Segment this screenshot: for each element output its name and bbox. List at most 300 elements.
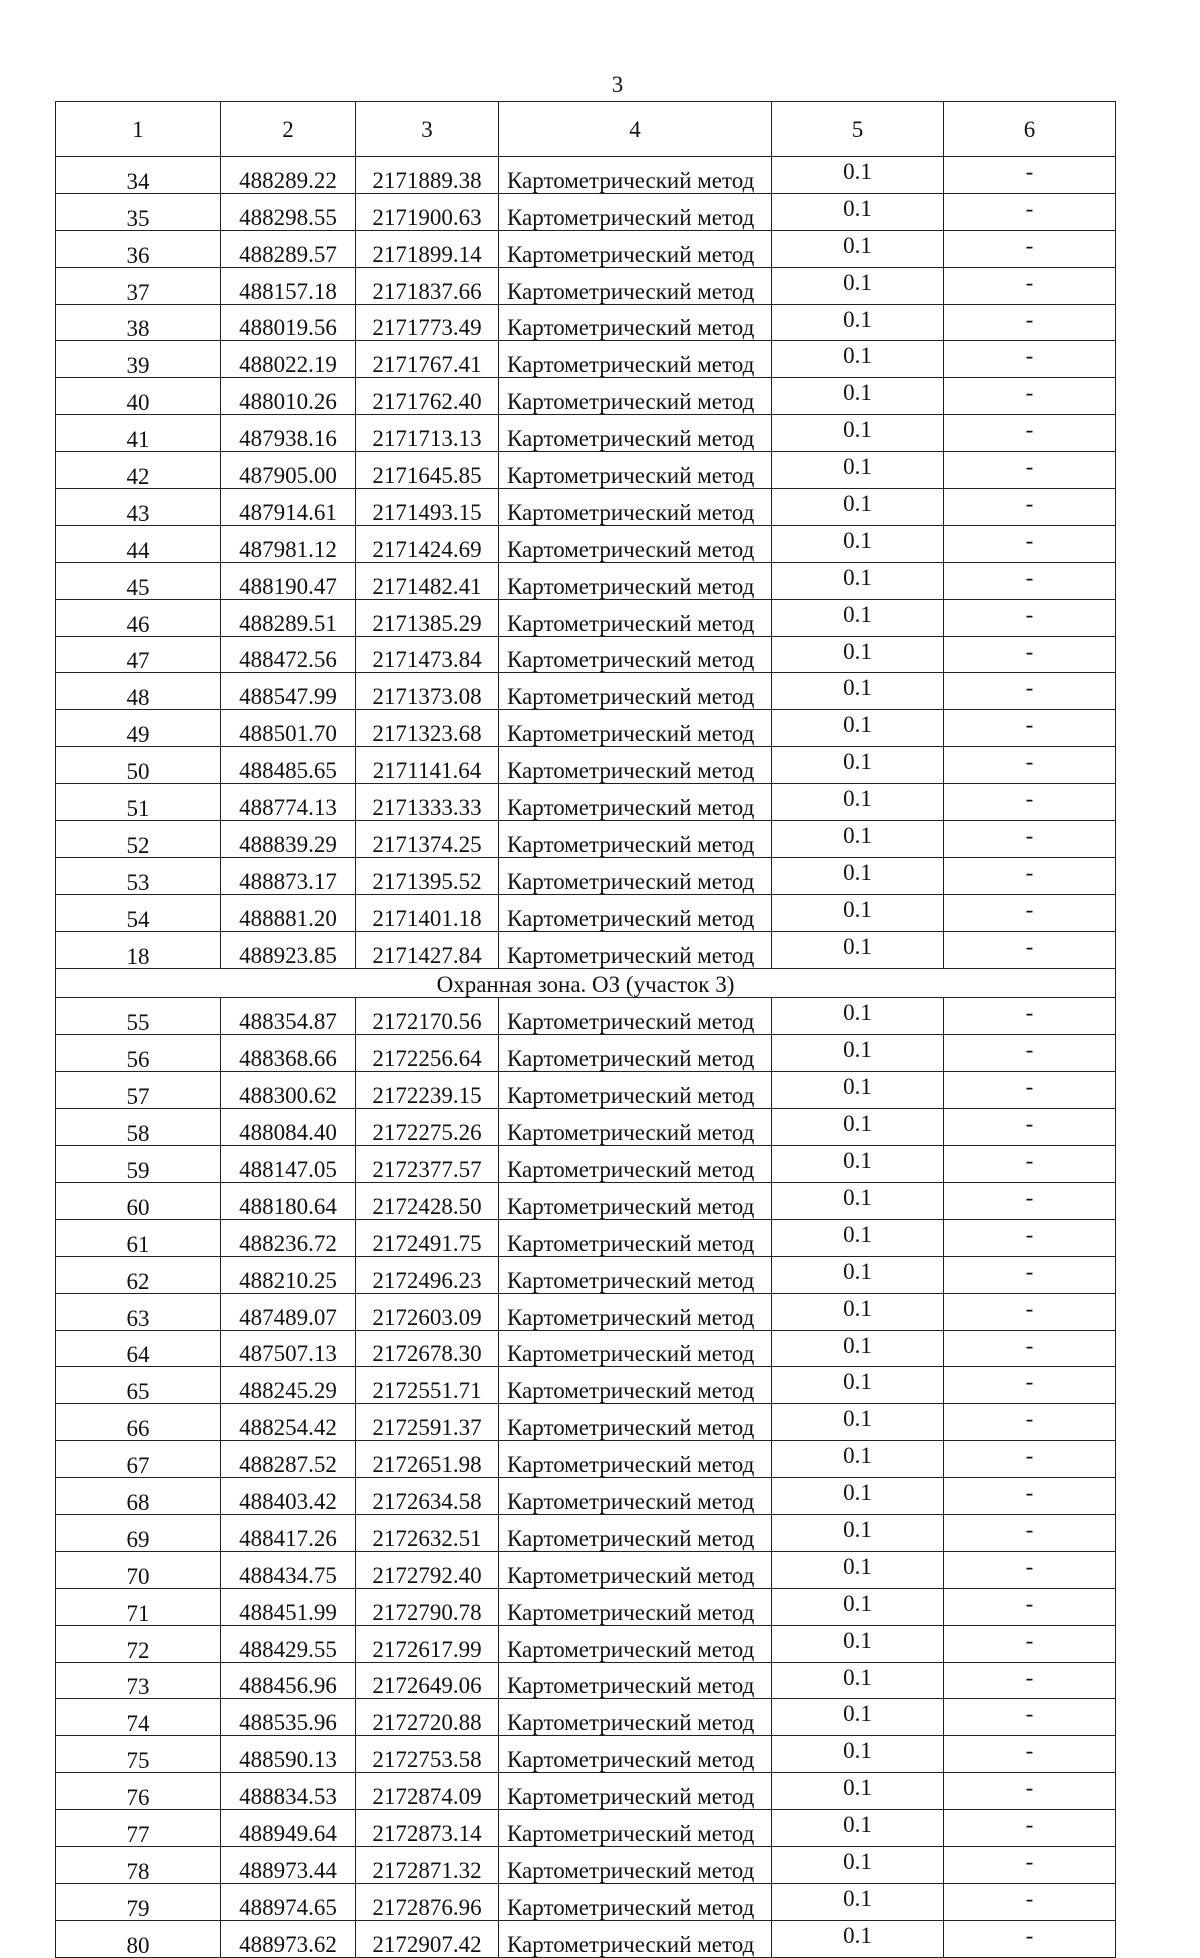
point-number-cell: 78: [56, 1846, 221, 1883]
y-coordinate-cell: 2171645.85: [356, 452, 499, 489]
accuracy-cell: 0.1: [772, 1625, 944, 1662]
note-cell: -: [944, 193, 1116, 230]
column-header-2: 2: [221, 102, 356, 157]
table-row: [56, 1883, 1116, 1920]
table-row: [56, 1072, 1116, 1109]
y-coordinate-cell: 2172491.75: [356, 1219, 499, 1256]
note-cell: -: [944, 599, 1116, 636]
accuracy-cell: 0.1: [772, 1478, 944, 1515]
point-number-cell: 42: [56, 452, 221, 489]
method-cell: Картометрический метод: [499, 1109, 772, 1146]
table-row: [56, 1146, 1116, 1183]
method-cell: Картометрический метод: [499, 1625, 772, 1662]
y-coordinate-cell: 2172907.42: [356, 1920, 499, 1957]
point-number-cell: 79: [56, 1883, 221, 1920]
method-cell: Картометрический метод: [499, 894, 772, 931]
point-number-cell: 39: [56, 341, 221, 378]
method-cell: Картометрический метод: [499, 857, 772, 894]
y-coordinate-cell: 2172871.32: [356, 1846, 499, 1883]
x-coordinate-cell: 487938.16: [221, 415, 356, 452]
accuracy-cell: 0.1: [772, 1846, 944, 1883]
x-coordinate-cell: 488289.57: [221, 230, 356, 267]
note-cell: -: [944, 857, 1116, 894]
accuracy-cell: 0.1: [772, 1773, 944, 1810]
note-cell: -: [944, 673, 1116, 710]
note-cell: -: [944, 1514, 1116, 1551]
table-row: [56, 525, 1116, 562]
section-row: [56, 968, 1116, 998]
accuracy-cell: 0.1: [772, 157, 944, 194]
point-number-cell: 52: [56, 821, 221, 858]
y-coordinate-cell: 2171713.13: [356, 415, 499, 452]
table-row: [56, 452, 1116, 489]
accuracy-cell: 0.1: [772, 1810, 944, 1847]
x-coordinate-cell: 488774.13: [221, 784, 356, 821]
table-body-part1: [56, 157, 1116, 969]
table-row: [56, 673, 1116, 710]
x-coordinate-cell: 488368.66: [221, 1035, 356, 1072]
x-coordinate-cell: 488210.25: [221, 1256, 356, 1293]
point-number-cell: 45: [56, 562, 221, 599]
table-row: [56, 1441, 1116, 1478]
point-number-cell: 53: [56, 857, 221, 894]
point-number-cell: 80: [56, 1920, 221, 1957]
x-coordinate-cell: 488289.51: [221, 599, 356, 636]
page-number: 3: [611, 72, 624, 97]
y-coordinate-cell: 2172256.64: [356, 1035, 499, 1072]
accuracy-cell: 0.1: [772, 1109, 944, 1146]
point-number-cell: 68: [56, 1478, 221, 1515]
accuracy-cell: 0.1: [772, 636, 944, 673]
table-row: [56, 1810, 1116, 1847]
method-cell: Картометрический метод: [499, 784, 772, 821]
note-cell: -: [944, 1441, 1116, 1478]
note-cell: -: [944, 710, 1116, 747]
y-coordinate-cell: 2172874.09: [356, 1773, 499, 1810]
point-number-cell: 51: [56, 784, 221, 821]
y-coordinate-cell: 2171141.64: [356, 747, 499, 784]
note-cell: -: [944, 1404, 1116, 1441]
note-cell: -: [944, 1146, 1116, 1183]
method-cell: Картометрический метод: [499, 562, 772, 599]
table-row: [56, 784, 1116, 821]
y-coordinate-cell: 2172632.51: [356, 1514, 499, 1551]
method-cell: Картометрический метод: [499, 1035, 772, 1072]
method-cell: Картометрический метод: [499, 747, 772, 784]
x-coordinate-cell: 488010.26: [221, 378, 356, 415]
x-coordinate-cell: 488881.20: [221, 894, 356, 931]
y-coordinate-cell: 2172170.56: [356, 998, 499, 1035]
y-coordinate-cell: 2171385.29: [356, 599, 499, 636]
y-coordinate-cell: 2172496.23: [356, 1256, 499, 1293]
point-number-cell: 75: [56, 1736, 221, 1773]
y-coordinate-cell: 2172239.15: [356, 1072, 499, 1109]
point-number-cell: 58: [56, 1109, 221, 1146]
x-coordinate-cell: 488298.55: [221, 193, 356, 230]
table-row: [56, 1736, 1116, 1773]
point-number-cell: 50: [56, 747, 221, 784]
method-cell: Картометрический метод: [499, 1773, 772, 1810]
method-cell: Картометрический метод: [499, 1478, 772, 1515]
accuracy-cell: 0.1: [772, 821, 944, 858]
x-coordinate-cell: 488180.64: [221, 1182, 356, 1219]
point-number-cell: 63: [56, 1293, 221, 1330]
method-cell: Картометрический метод: [499, 1551, 772, 1588]
method-cell: Картометрический метод: [499, 1367, 772, 1404]
y-coordinate-cell: 2172428.50: [356, 1182, 499, 1219]
y-coordinate-cell: 2171837.66: [356, 267, 499, 304]
x-coordinate-cell: 488190.47: [221, 562, 356, 599]
point-number-cell: 56: [56, 1035, 221, 1072]
table-row: [56, 1699, 1116, 1736]
x-coordinate-cell: 488434.75: [221, 1551, 356, 1588]
table-row: [56, 415, 1116, 452]
method-cell: Картометрический метод: [499, 157, 772, 194]
point-number-cell: 18: [56, 931, 221, 968]
x-coordinate-cell: 488022.19: [221, 341, 356, 378]
note-cell: -: [944, 1367, 1116, 1404]
y-coordinate-cell: 2171424.69: [356, 525, 499, 562]
method-cell: Картометрический метод: [499, 1662, 772, 1699]
y-coordinate-cell: 2171374.25: [356, 821, 499, 858]
table-row: [56, 1404, 1116, 1441]
table-row: [56, 1588, 1116, 1625]
y-coordinate-cell: 2171482.41: [356, 562, 499, 599]
accuracy-cell: 0.1: [772, 1330, 944, 1367]
point-number-cell: 74: [56, 1699, 221, 1736]
table-row: [56, 489, 1116, 526]
method-cell: Картометрический метод: [499, 378, 772, 415]
table-row: [56, 304, 1116, 341]
table-row: [56, 1846, 1116, 1883]
x-coordinate-cell: 487914.61: [221, 489, 356, 526]
table-row: [56, 378, 1116, 415]
y-coordinate-cell: 2172790.78: [356, 1588, 499, 1625]
point-number-cell: 40: [56, 378, 221, 415]
method-cell: Картометрический метод: [499, 1256, 772, 1293]
accuracy-cell: 0.1: [772, 857, 944, 894]
point-number-cell: 71: [56, 1588, 221, 1625]
point-number-cell: 55: [56, 998, 221, 1035]
x-coordinate-cell: 488873.17: [221, 857, 356, 894]
method-cell: Картометрический метод: [499, 1699, 772, 1736]
note-cell: -: [944, 1883, 1116, 1920]
note-cell: -: [944, 1219, 1116, 1256]
method-cell: Картометрический метод: [499, 1404, 772, 1441]
accuracy-cell: 0.1: [772, 1588, 944, 1625]
column-header-5: 5: [772, 102, 944, 157]
method-cell: Картометрический метод: [499, 1293, 772, 1330]
method-cell: Картометрический метод: [499, 710, 772, 747]
table-row: [56, 1035, 1116, 1072]
point-number-cell: 65: [56, 1367, 221, 1404]
x-coordinate-cell: 488923.85: [221, 931, 356, 968]
method-cell: Картометрический метод: [499, 1330, 772, 1367]
coordinates-table: [55, 101, 1116, 1958]
table-row: [56, 341, 1116, 378]
method-cell: Картометрический метод: [499, 230, 772, 267]
note-cell: -: [944, 894, 1116, 931]
table-row: [56, 193, 1116, 230]
accuracy-cell: 0.1: [772, 1699, 944, 1736]
y-coordinate-cell: 2172753.58: [356, 1736, 499, 1773]
point-number-cell: 66: [56, 1404, 221, 1441]
table-row: [56, 636, 1116, 673]
x-coordinate-cell: 488019.56: [221, 304, 356, 341]
y-coordinate-cell: 2172876.96: [356, 1883, 499, 1920]
point-number-cell: 76: [56, 1773, 221, 1810]
table-row: [56, 857, 1116, 894]
accuracy-cell: 0.1: [772, 710, 944, 747]
accuracy-cell: 0.1: [772, 525, 944, 562]
x-coordinate-cell: 487489.07: [221, 1293, 356, 1330]
section-row-group: [56, 968, 1116, 998]
note-cell: -: [944, 821, 1116, 858]
y-coordinate-cell: 2172720.88: [356, 1699, 499, 1736]
table-row: [56, 230, 1116, 267]
note-cell: -: [944, 1736, 1116, 1773]
method-cell: Картометрический метод: [499, 821, 772, 858]
point-number-cell: 47: [56, 636, 221, 673]
accuracy-cell: 0.1: [772, 747, 944, 784]
accuracy-cell: 0.1: [772, 230, 944, 267]
accuracy-cell: 0.1: [772, 1182, 944, 1219]
point-number-cell: 54: [56, 894, 221, 931]
y-coordinate-cell: 2172617.99: [356, 1625, 499, 1662]
accuracy-cell: 0.1: [772, 1883, 944, 1920]
method-cell: Картометрический метод: [499, 1810, 772, 1847]
accuracy-cell: 0.1: [772, 931, 944, 968]
x-coordinate-cell: 488485.65: [221, 747, 356, 784]
x-coordinate-cell: 488403.42: [221, 1478, 356, 1515]
x-coordinate-cell: 488417.26: [221, 1514, 356, 1551]
y-coordinate-cell: 2171473.84: [356, 636, 499, 673]
table-row: [56, 1330, 1116, 1367]
note-cell: -: [944, 267, 1116, 304]
note-cell: -: [944, 562, 1116, 599]
note-cell: -: [944, 1810, 1116, 1847]
table-row: [56, 1256, 1116, 1293]
note-cell: -: [944, 415, 1116, 452]
point-number-cell: 41: [56, 415, 221, 452]
y-coordinate-cell: 2171773.49: [356, 304, 499, 341]
y-coordinate-cell: 2171401.18: [356, 894, 499, 931]
method-cell: Картометрический метод: [499, 1219, 772, 1256]
note-cell: -: [944, 1293, 1116, 1330]
accuracy-cell: 0.1: [772, 304, 944, 341]
x-coordinate-cell: 488354.87: [221, 998, 356, 1035]
y-coordinate-cell: 2172634.58: [356, 1478, 499, 1515]
y-coordinate-cell: 2171762.40: [356, 378, 499, 415]
y-coordinate-cell: 2172649.06: [356, 1662, 499, 1699]
note-cell: -: [944, 1588, 1116, 1625]
note-cell: -: [944, 1920, 1116, 1957]
accuracy-cell: 0.1: [772, 673, 944, 710]
table-row: [56, 1920, 1116, 1957]
table-row: [56, 1293, 1116, 1330]
note-cell: -: [944, 636, 1116, 673]
x-coordinate-cell: 487507.13: [221, 1330, 356, 1367]
method-cell: Картометрический метод: [499, 1182, 772, 1219]
x-coordinate-cell: 488084.40: [221, 1109, 356, 1146]
y-coordinate-cell: 2172651.98: [356, 1441, 499, 1478]
table-body-part2: [56, 998, 1116, 1957]
x-coordinate-cell: 488287.52: [221, 1441, 356, 1478]
table-row: [56, 931, 1116, 968]
column-header-1: 1: [56, 102, 221, 157]
table-row: [56, 267, 1116, 304]
y-coordinate-cell: 2172591.37: [356, 1404, 499, 1441]
y-coordinate-cell: 2171767.41: [356, 341, 499, 378]
note-cell: -: [944, 489, 1116, 526]
note-cell: -: [944, 525, 1116, 562]
note-cell: -: [944, 1551, 1116, 1588]
accuracy-cell: 0.1: [772, 1035, 944, 1072]
x-coordinate-cell: 488535.96: [221, 1699, 356, 1736]
x-coordinate-cell: 488973.44: [221, 1846, 356, 1883]
note-cell: -: [944, 1035, 1116, 1072]
x-coordinate-cell: 488429.55: [221, 1625, 356, 1662]
method-cell: Картометрический метод: [499, 636, 772, 673]
note-cell: -: [944, 1109, 1116, 1146]
note-cell: -: [944, 230, 1116, 267]
y-coordinate-cell: 2171395.52: [356, 857, 499, 894]
point-number-cell: 37: [56, 267, 221, 304]
method-cell: Картометрический метод: [499, 1736, 772, 1773]
method-cell: Картометрический метод: [499, 1883, 772, 1920]
method-cell: Картометрический метод: [499, 1846, 772, 1883]
table-row: [56, 1109, 1116, 1146]
accuracy-cell: 0.1: [772, 1219, 944, 1256]
method-cell: Картометрический метод: [499, 931, 772, 968]
accuracy-cell: 0.1: [772, 489, 944, 526]
point-number-cell: 64: [56, 1330, 221, 1367]
x-coordinate-cell: 488839.29: [221, 821, 356, 858]
table-row: [56, 710, 1116, 747]
method-cell: Картометрический метод: [499, 525, 772, 562]
note-cell: -: [944, 1662, 1116, 1699]
point-number-cell: 60: [56, 1182, 221, 1219]
point-number-cell: 59: [56, 1146, 221, 1183]
method-cell: Картометрический метод: [499, 452, 772, 489]
y-coordinate-cell: 2172678.30: [356, 1330, 499, 1367]
accuracy-cell: 0.1: [772, 193, 944, 230]
y-coordinate-cell: 2171323.68: [356, 710, 499, 747]
x-coordinate-cell: 488472.56: [221, 636, 356, 673]
table-row: [56, 1478, 1116, 1515]
x-coordinate-cell: 488254.42: [221, 1404, 356, 1441]
y-coordinate-cell: 2171333.33: [356, 784, 499, 821]
note-cell: -: [944, 157, 1116, 194]
note-cell: -: [944, 1699, 1116, 1736]
column-header-3: 3: [356, 102, 499, 157]
table-row: [56, 998, 1116, 1035]
accuracy-cell: 0.1: [772, 452, 944, 489]
note-cell: -: [944, 1330, 1116, 1367]
point-number-cell: 77: [56, 1810, 221, 1847]
table-row: [56, 562, 1116, 599]
y-coordinate-cell: 2172792.40: [356, 1551, 499, 1588]
accuracy-cell: 0.1: [772, 998, 944, 1035]
table-row: [56, 1367, 1116, 1404]
table-row: [56, 1182, 1116, 1219]
point-number-cell: 57: [56, 1072, 221, 1109]
point-number-cell: 61: [56, 1219, 221, 1256]
method-cell: Картометрический метод: [499, 193, 772, 230]
point-number-cell: 73: [56, 1662, 221, 1699]
point-number-cell: 44: [56, 525, 221, 562]
y-coordinate-cell: 2171373.08: [356, 673, 499, 710]
x-coordinate-cell: 488289.22: [221, 157, 356, 194]
table-row: [56, 1219, 1116, 1256]
method-cell: Картометрический метод: [499, 1072, 772, 1109]
accuracy-cell: 0.1: [772, 1920, 944, 1957]
accuracy-cell: 0.1: [772, 1146, 944, 1183]
x-coordinate-cell: 488547.99: [221, 673, 356, 710]
y-coordinate-cell: 2171889.38: [356, 157, 499, 194]
table-row: [56, 747, 1116, 784]
point-number-cell: 36: [56, 230, 221, 267]
note-cell: -: [944, 452, 1116, 489]
y-coordinate-cell: 2171493.15: [356, 489, 499, 526]
y-coordinate-cell: 2172551.71: [356, 1367, 499, 1404]
x-coordinate-cell: 487905.00: [221, 452, 356, 489]
note-cell: -: [944, 1256, 1116, 1293]
method-cell: Картометрический метод: [499, 1920, 772, 1957]
point-number-cell: 35: [56, 193, 221, 230]
point-number-cell: 62: [56, 1256, 221, 1293]
y-coordinate-cell: 2171900.63: [356, 193, 499, 230]
x-coordinate-cell: 488245.29: [221, 1367, 356, 1404]
accuracy-cell: 0.1: [772, 1072, 944, 1109]
x-coordinate-cell: 487981.12: [221, 525, 356, 562]
table-row: [56, 1773, 1116, 1810]
header-row: [56, 102, 1116, 157]
accuracy-cell: 0.1: [772, 1736, 944, 1773]
accuracy-cell: 0.1: [772, 1441, 944, 1478]
method-cell: Картометрический метод: [499, 415, 772, 452]
method-cell: Картометрический метод: [499, 1441, 772, 1478]
point-number-cell: 72: [56, 1625, 221, 1662]
note-cell: -: [944, 1773, 1116, 1810]
accuracy-cell: 0.1: [772, 894, 944, 931]
accuracy-cell: 0.1: [772, 267, 944, 304]
x-coordinate-cell: 488236.72: [221, 1219, 356, 1256]
accuracy-cell: 0.1: [772, 1367, 944, 1404]
method-cell: Картометрический метод: [499, 304, 772, 341]
x-coordinate-cell: 488973.62: [221, 1920, 356, 1957]
method-cell: Картометрический метод: [499, 1588, 772, 1625]
x-coordinate-cell: 488974.65: [221, 1883, 356, 1920]
method-cell: Картометрический метод: [499, 599, 772, 636]
x-coordinate-cell: 488501.70: [221, 710, 356, 747]
y-coordinate-cell: 2172603.09: [356, 1293, 499, 1330]
note-cell: -: [944, 998, 1116, 1035]
accuracy-cell: 0.1: [772, 784, 944, 821]
note-cell: -: [944, 931, 1116, 968]
point-number-cell: 43: [56, 489, 221, 526]
table-row: [56, 157, 1116, 194]
point-number-cell: 67: [56, 1441, 221, 1478]
table-row: [56, 1514, 1116, 1551]
note-cell: -: [944, 1182, 1116, 1219]
accuracy-cell: 0.1: [772, 1551, 944, 1588]
accuracy-cell: 0.1: [772, 378, 944, 415]
note-cell: -: [944, 1846, 1116, 1883]
point-number-cell: 69: [56, 1514, 221, 1551]
accuracy-cell: 0.1: [772, 1404, 944, 1441]
method-cell: Картометрический метод: [499, 267, 772, 304]
